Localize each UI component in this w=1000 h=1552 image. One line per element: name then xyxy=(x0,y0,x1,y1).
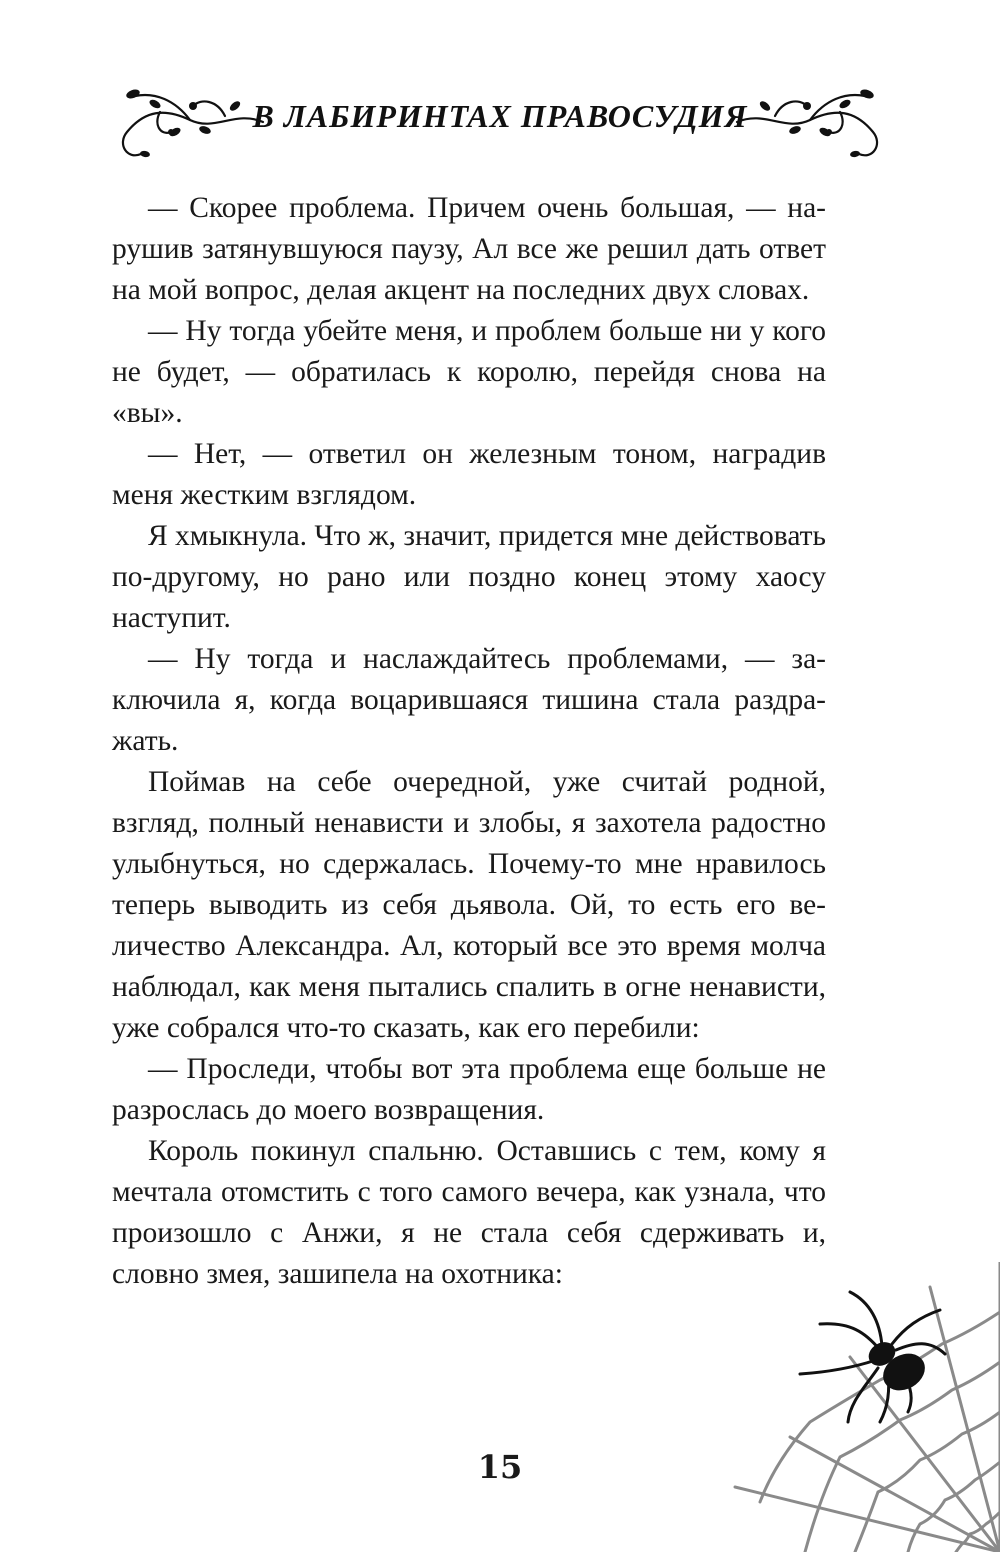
paragraph: — Ну тогда убейте меня, и проблем больше ни у кого не будет, — обратилась к королю, перейдя снова на «вы». xyxy=(112,315,826,429)
paragraph: Король покинул спальню. Оставшись с тем, кому я мечтала отомстить с того самого вечера, как узнала, что произошло с Анжи, я не стала себя сдерживать и, словно змея, зашипела на охотника: xyxy=(112,1135,826,1290)
page-number: 15 xyxy=(477,1448,523,1486)
page-body xyxy=(112,188,826,1295)
paragraph: — Ну тогда и наслаждайтесь проблемами, — заключила я, когда воцарившаяся тишина стала раздражать. xyxy=(112,643,826,757)
running-title: В ЛАБИРИНТАХ ПРАВОСУДИЯ xyxy=(252,98,748,134)
vine-ornament-left-icon xyxy=(105,70,265,170)
paragraph: Поймав на себе очередной, уже считай родной, взгляд, полный ненависти и злобы, я захотела радостно улыбнуться, но сдержалась. Почему-то мне нравилось теперь выводить из себя дьявола. Ой, то есть его величество Александра. Ал, который все это время молча наблюдал, как меня пытались спалить в огне ненависти, уже собрался что-то сказать, как его перебили: xyxy=(112,766,826,1044)
paragraph: — Проследи, чтобы вот эта проблема еще больше не разрослась до моего возвращения. xyxy=(112,1053,826,1126)
spider-web-icon xyxy=(730,1262,1000,1552)
vine-ornament-right-icon xyxy=(735,70,895,170)
paragraph: — Скорее проблема. Причем очень большая, — нарушив затянувшуюся паузу, Ал все же решил дать ответ на мой вопрос, делая акцент на последних двух словах. xyxy=(112,192,826,306)
running-header xyxy=(100,70,900,170)
paragraph: Я хмыкнула. Что ж, значит, придется мне действовать по-другому, но рано или поздно конец этому хаосу наступит. xyxy=(112,520,826,634)
paragraph: — Нет, — ответил он железным тоном, наградив меня жестким взглядом. xyxy=(112,438,826,511)
